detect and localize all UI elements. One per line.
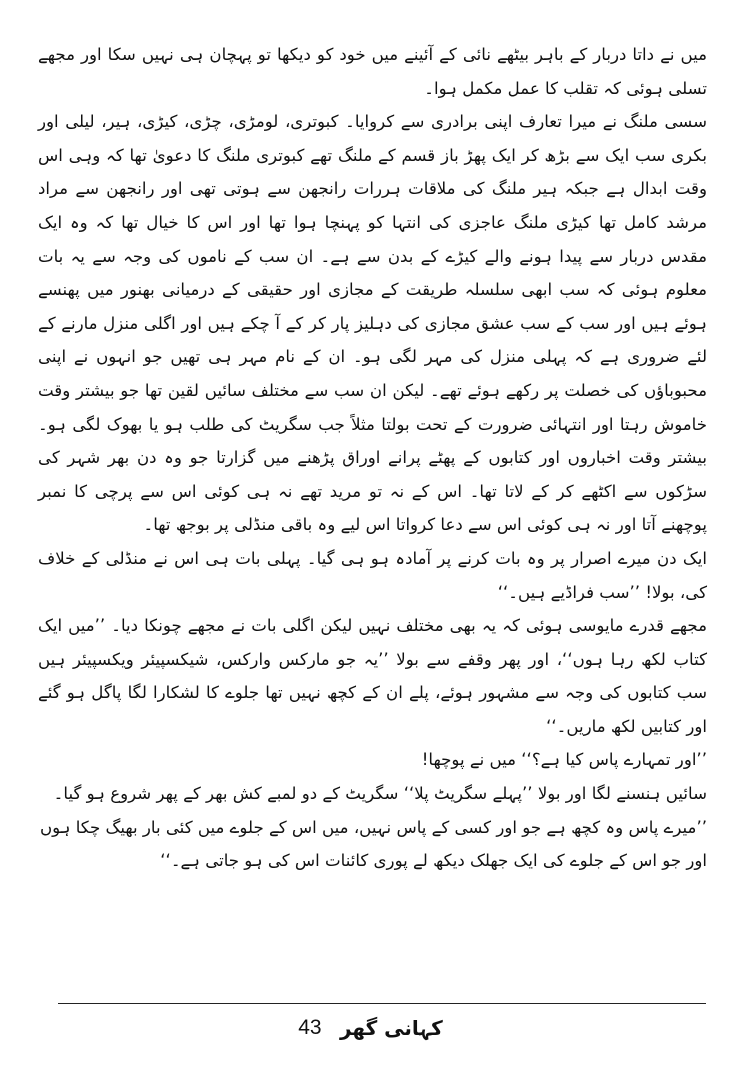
paragraph-4: مجھے قدرے مایوسی ہوئی کہ یہ بھی مختلف نہیں لیکن اگلی بات نے مجھے چونکا دیا۔ ’’میں ایک کتاب لکھ رہا ہوں‘‘، اور پھر وقفے سے بولا ’’یہ جو مارکس وارکس، شیکسپیئر ویکسپیئر ہیں سب کتابوں کی وجہ سے مشہور ہوئے، پلے ان کے کچھ نہیں تھا جلوے کا لشکارا لگا پاگل ہو گئے اور کتابیں لکھ ماریں۔‘‘: [38, 616, 707, 736]
paragraph-2: سسی ملنگ نے میرا تعارف اپنی برادری سے کروایا۔ کبوتری، لومڑی، چڑی، کیڑی، ہیر، لیلی اور بکری سب ایک سے بڑھ کر ایک پھڑ باز قسم کے ملنگ تھے کبوتری ملنگ کا دعویٰ تھا کہ وہی اس وقت ابدال ہے جبکہ ہیر ملنگ کی ملاقات ہررات رانجھن سے ہوتی تھی اور رانجھن سے مراد مرشد کامل تھا کیڑی ملنگ عاجزی کی انتہا کو پہنچا ہوا تھا اور اس کا خیال تھا کہ وہ ایک مقدس دربار سے پیدا ہونے والے کیڑے کے بدن سے ہے۔ ان سب کے ناموں کی وجہ سے یہ بات معلوم ہوئی کہ سب ابھی سلسلہ طریقت کے مجازی اور حقیقی کے درمیانی بھنور میں پھنسے ہوئے ہیں اور سب کے سب عشق مجازی کی دہلیز پار کر کے آ چکے ہیں اور اگلی منزل مارنے کے لئے ضروری ہے کہ پہلی منزل کی مہر لگی ہو۔ ان کے نام مہر ہی تھیں جو انہوں نے اپنی محبوباؤں کی خصلت پر رکھے ہوئے تھے۔ لیکن ان سب سے مختلف سائیں لقین تھا جو بیشتر وقت خاموش رہتا اور انتہائی ضرورت کے تحت بولتا مثلاً جب سگریٹ کی طلب ہو یا بھوک لگی ہو۔ بیشتر وقت اخباروں اور کتابوں کے پھٹے پرانے اوراق پڑھنے میں گزارتا جو وہ دن بھر شہر کی سڑکوں سے اکٹھے کر کے لاتا تھا۔ اس کے نہ تو مرید تھے نہ ہی کوئی اس سے پرچی کا نمبر پوچھنے آتا اور نہ ہی کوئی اس سے دعا کرواتا اس لیے وہ باقی منڈلی پر بوجھ تھا۔: [38, 112, 707, 535]
page-number: 43: [298, 1015, 322, 1039]
footer-divider: [58, 1003, 706, 1004]
body-text: [38, 38, 707, 878]
paragraph-5: ’’اور تمہارے پاس کیا ہے؟‘‘ میں نے پوچھا!: [421, 750, 707, 770]
paragraph-1: میں نے داتا دربار کے باہر بیٹھے نائی کے آئینے میں خود کو دیکھا تو پہچان ہی نہیں سکا اور مجھے تسلی ہوئی کہ تقلب کا عمل مکمل ہوا۔: [38, 45, 707, 98]
page-footer: [0, 1014, 741, 1040]
paragraph-6: سائیں ہنسنے لگا اور بولا ’’پہلے سگریٹ پلا‘‘ سگریٹ کے دو لمبے کش بھر کے پھر شروع ہو گیا۔ ’’میرے پاس وہ کچھ ہے جو اور کسی کے پاس نہیں، میں اس کے جلوے میں کئی بار بھیگ چکا ہوں اور جو اس کے جلوے کی ایک جھلک دیکھ لے پوری کائنات اس کی ہو جاتی ہے۔‘‘: [39, 784, 707, 871]
book-title: کہانی گھر: [339, 1015, 443, 1040]
paragraph-3: ایک دن میرے اصرار پر وہ بات کرنے پر آمادہ ہو ہی گیا۔ پہلی بات ہی اس نے منڈلی کے خلاف کی، بولا! ’’سب فراڈیے ہیں۔‘‘: [38, 548, 707, 602]
